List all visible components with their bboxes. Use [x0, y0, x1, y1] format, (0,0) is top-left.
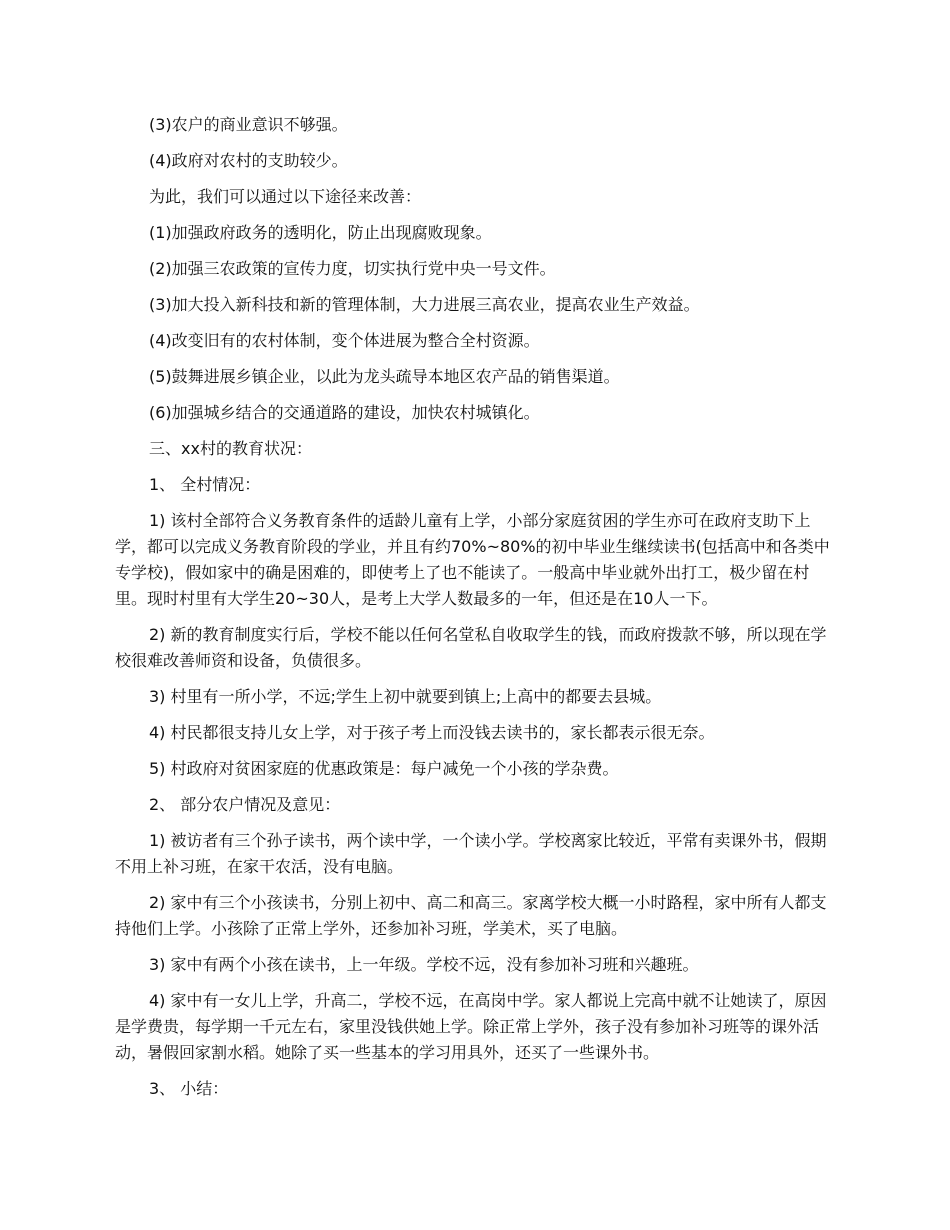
section-heading: 三、xx村的教育状况：: [149, 439, 312, 458]
subsection-heading: 1、 全村情况：: [149, 475, 261, 494]
paragraph: (5)鼓舞进展乡镇企业，以此为龙头疏导本地区农产品的销售渠道。: [149, 367, 620, 386]
paragraph: (6)加强城乡结合的交通道路的建设，加快农村城镇化。: [149, 403, 540, 422]
paragraph: 3) 家中有两个小孩在读书，上一年级。学校不远，没有参加补习班和兴趣班。: [149, 955, 699, 974]
paragraph: 2) 新的教育制度实行后，学校不能以任何名堂私自收取学生的钱，而政府拨款不够，所以现在学校很难改善师资和设备，负债很多。: [115, 625, 827, 670]
paragraph: 4) 村民都很支持儿女上学，对于孩子考上而没钱去读书的，家长都表示很无奈。: [149, 723, 715, 742]
paragraph: 4) 家中有一女儿上学，升高二，学校不远，在高岗中学。家人都说上完高中就不让她读了，原因是学费贵，每学期一千元左右，家里没钱供她上学。除正常上学外，孩子没有参加补习班等的课外活动，暑假回家割水稻。她除了买一些基本的学习用具外，还买了一些课外书。: [115, 991, 827, 1062]
paragraph: (1)加强政府政务的透明化，防止出现腐败现象。: [149, 223, 492, 242]
paragraph: (4)政府对农村的支助较少。: [149, 151, 348, 170]
paragraph: (4)改变旧有的农村体制，变个体进展为整合全村资源。: [149, 331, 540, 350]
paragraph: 3) 村里有一所小学，不远;学生上初中就要到镇上;上高中的都要去县城。: [149, 687, 662, 706]
paragraph: (3)农户的商业意识不够强。: [149, 115, 348, 134]
paragraph: 2) 家中有三个小孩读书，分别上初中、高二和高三。家离学校大概一小时路程，家中所有人都支持他们上学。小孩除了正常上学外，还参加补习班，学美术，买了电脑。: [115, 893, 827, 938]
paragraph: (2)加强三农政策的宣传力度，切实执行党中央一号文件。: [149, 259, 556, 278]
paragraph: 5) 村政府对贫困家庭的优惠政策是：每户减免一个小孩的学杂费。: [149, 759, 619, 778]
document-body: [115, 112, 837, 1112]
subsection-heading: 2、 部分农户情况及意见：: [149, 795, 341, 814]
paragraph: 为此，我们可以通过以下途径来改善：: [149, 187, 422, 206]
paragraph: (3)加大投入新科技和新的管理体制，大力进展三高农业，提高农业生产效益。: [149, 295, 700, 314]
paragraph: 1) 被访者有三个孙子读书，两个读中学，一个读小学。学校离家比较近，平常有卖课外书，假期不用上补习班，在家干农活，没有电脑。: [115, 831, 827, 876]
subsection-heading: 3、 小结：: [149, 1079, 229, 1098]
paragraph: 1) 该村全部符合义务教育条件的适龄儿童有上学，小部分家庭贫困的学生亦可在政府支助下上学，都可以完成义务教育阶段的学业，并且有约70%~80%的初中毕业生继续读书(包括高中和各类中专学校)，假如家中的确是困难的，即使考上了也不能读了。一般高中毕业就外出打工，极少留在村里。现时村里有大学生20~30人，是考上大学人数最多的一年，但还是在10人一下。: [115, 511, 830, 608]
